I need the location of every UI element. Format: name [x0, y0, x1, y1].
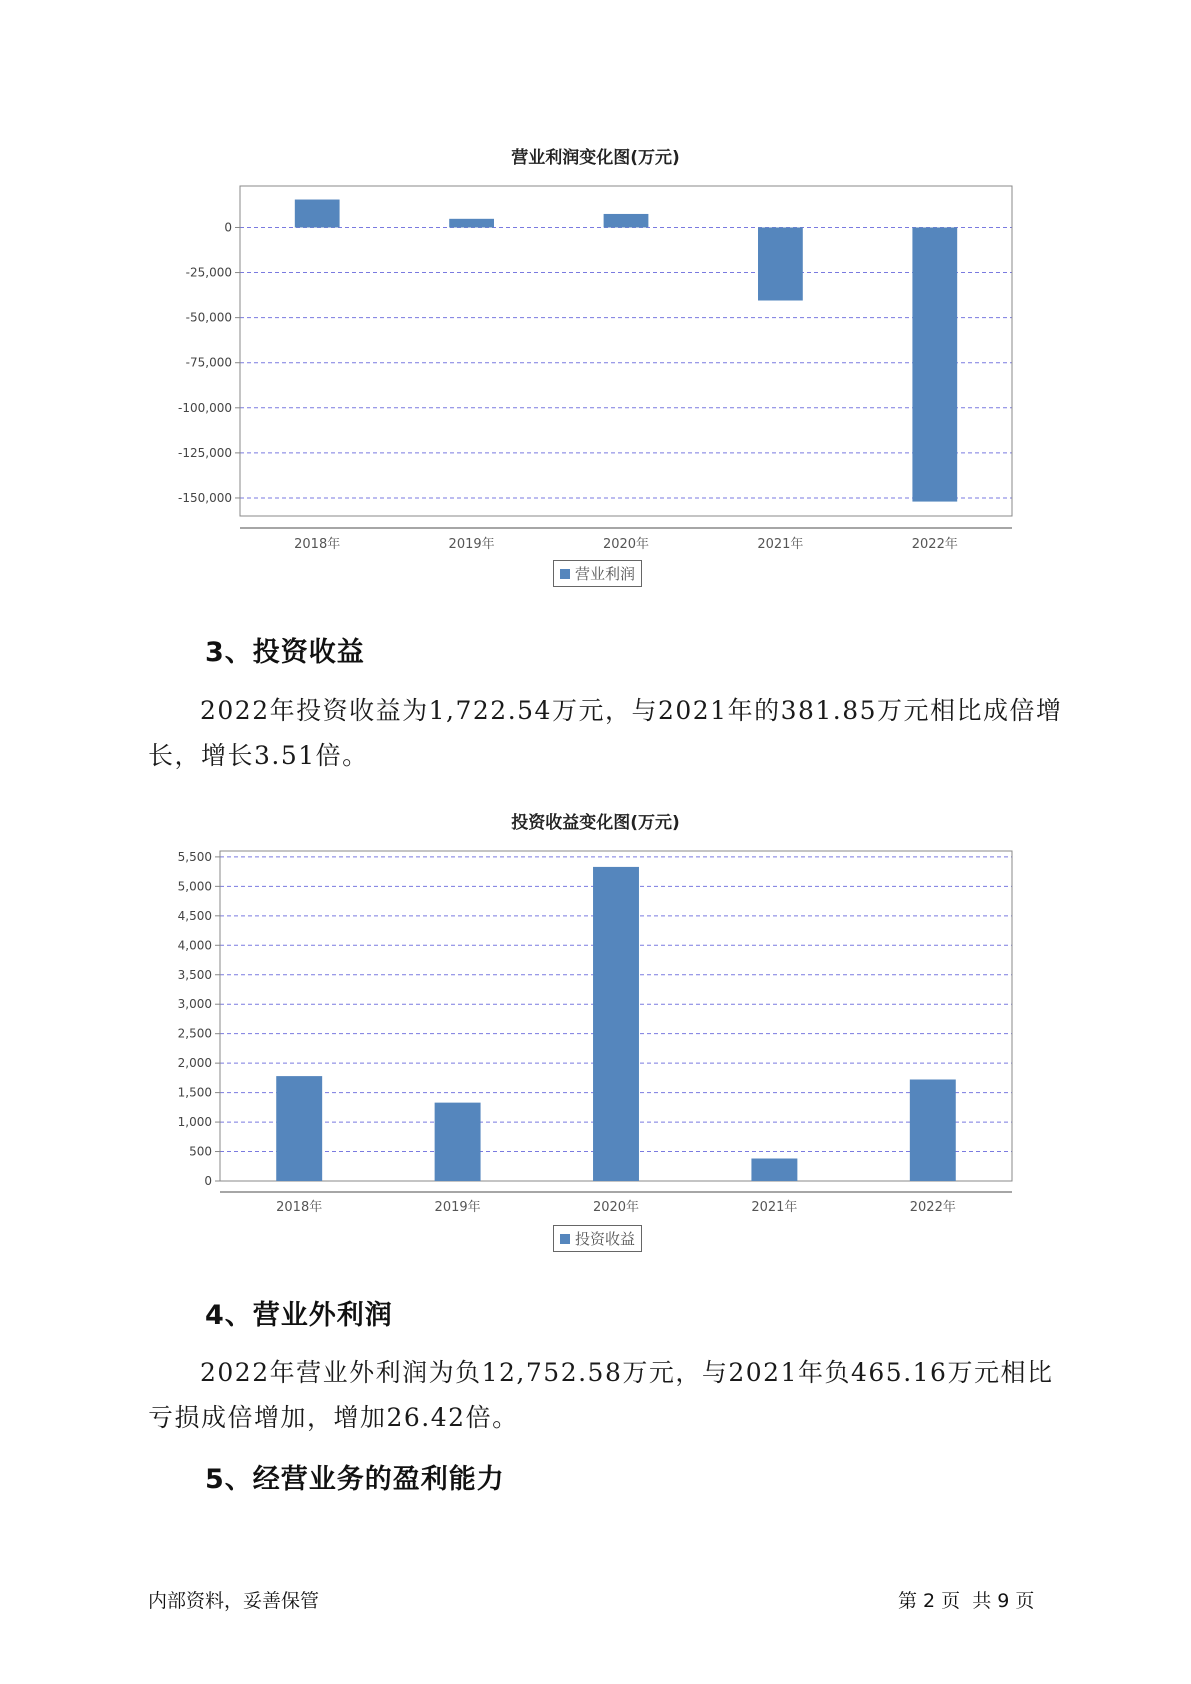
bar — [276, 1076, 322, 1181]
x-category-label: 2021年 — [751, 1200, 798, 1215]
x-category-label: 2022年 — [909, 1200, 956, 1215]
y-tick-label: 1,500 — [177, 1085, 212, 1100]
x-category-label: 2019年 — [434, 1200, 481, 1215]
chart1-title: 营业利润变化图(万元) — [511, 148, 680, 168]
x-category-label: 2022年 — [911, 537, 958, 552]
y-tick-label: -100,000 — [178, 400, 232, 415]
y-tick-label: -50,000 — [185, 310, 232, 325]
section-3-heading: 3、投资收益 — [205, 637, 365, 668]
footer-confidential-note: 内部资料，妥善保管 — [148, 1590, 320, 1612]
y-tick-label: 0 — [224, 220, 232, 235]
y-tick-label: 500 — [189, 1144, 212, 1159]
y-tick-label: 3,000 — [177, 997, 212, 1012]
chart1-legend-label: 营业利润 — [575, 565, 636, 583]
y-tick-label: 4,500 — [177, 908, 212, 923]
y-tick-label: -75,000 — [185, 355, 232, 370]
x-category-label: 2020年 — [592, 1200, 640, 1215]
y-tick-label: -150,000 — [178, 490, 232, 505]
y-tick-label: 2,000 — [177, 1056, 212, 1071]
x-category-label: 2020年 — [602, 537, 650, 552]
chart2-title: 投资收益变化图(万元) — [511, 813, 680, 833]
bar — [751, 1158, 797, 1181]
bar — [910, 1079, 956, 1181]
x-category-label: 2018年 — [276, 1200, 323, 1215]
x-category-label: 2019年 — [448, 537, 495, 552]
x-category-label: 2018年 — [294, 537, 341, 552]
x-category-label: 2021年 — [757, 537, 804, 552]
y-tick-label: 4,000 — [177, 938, 212, 953]
chart2-legend-label: 投资收益 — [575, 1230, 636, 1248]
bar — [593, 867, 639, 1181]
footer-page-number: 第 2 页 共 9 页 — [898, 1590, 1035, 1612]
y-tick-label: 2,500 — [177, 1026, 212, 1041]
legend-swatch — [560, 1234, 570, 1244]
section-4-heading: 4、营业外利润 — [205, 1300, 393, 1331]
y-tick-label: -125,000 — [178, 445, 232, 460]
section-3-text: 2022年投资收益为1,722.54万元，与2021年的381.85万元相比成倍增长，增长3.51倍。 — [148, 696, 1063, 770]
y-tick-label: 5,500 — [177, 849, 212, 864]
y-tick-label: 0 — [204, 1174, 212, 1188]
bar — [435, 1103, 481, 1181]
y-tick-label: 5,000 — [177, 879, 212, 894]
section-5-heading: 5、经营业务的盈利能力 — [205, 1464, 505, 1495]
chart2-legend — [553, 1225, 642, 1252]
y-tick-label: -25,000 — [185, 265, 232, 280]
section-4-text: 2022年营业外利润为负12,752.58万元，与2021年负465.16万元相比亏损成倍增加，增加26.42倍。 — [148, 1358, 1054, 1432]
y-tick-label: 1,000 — [177, 1115, 212, 1130]
y-tick-label: 3,500 — [177, 967, 212, 982]
